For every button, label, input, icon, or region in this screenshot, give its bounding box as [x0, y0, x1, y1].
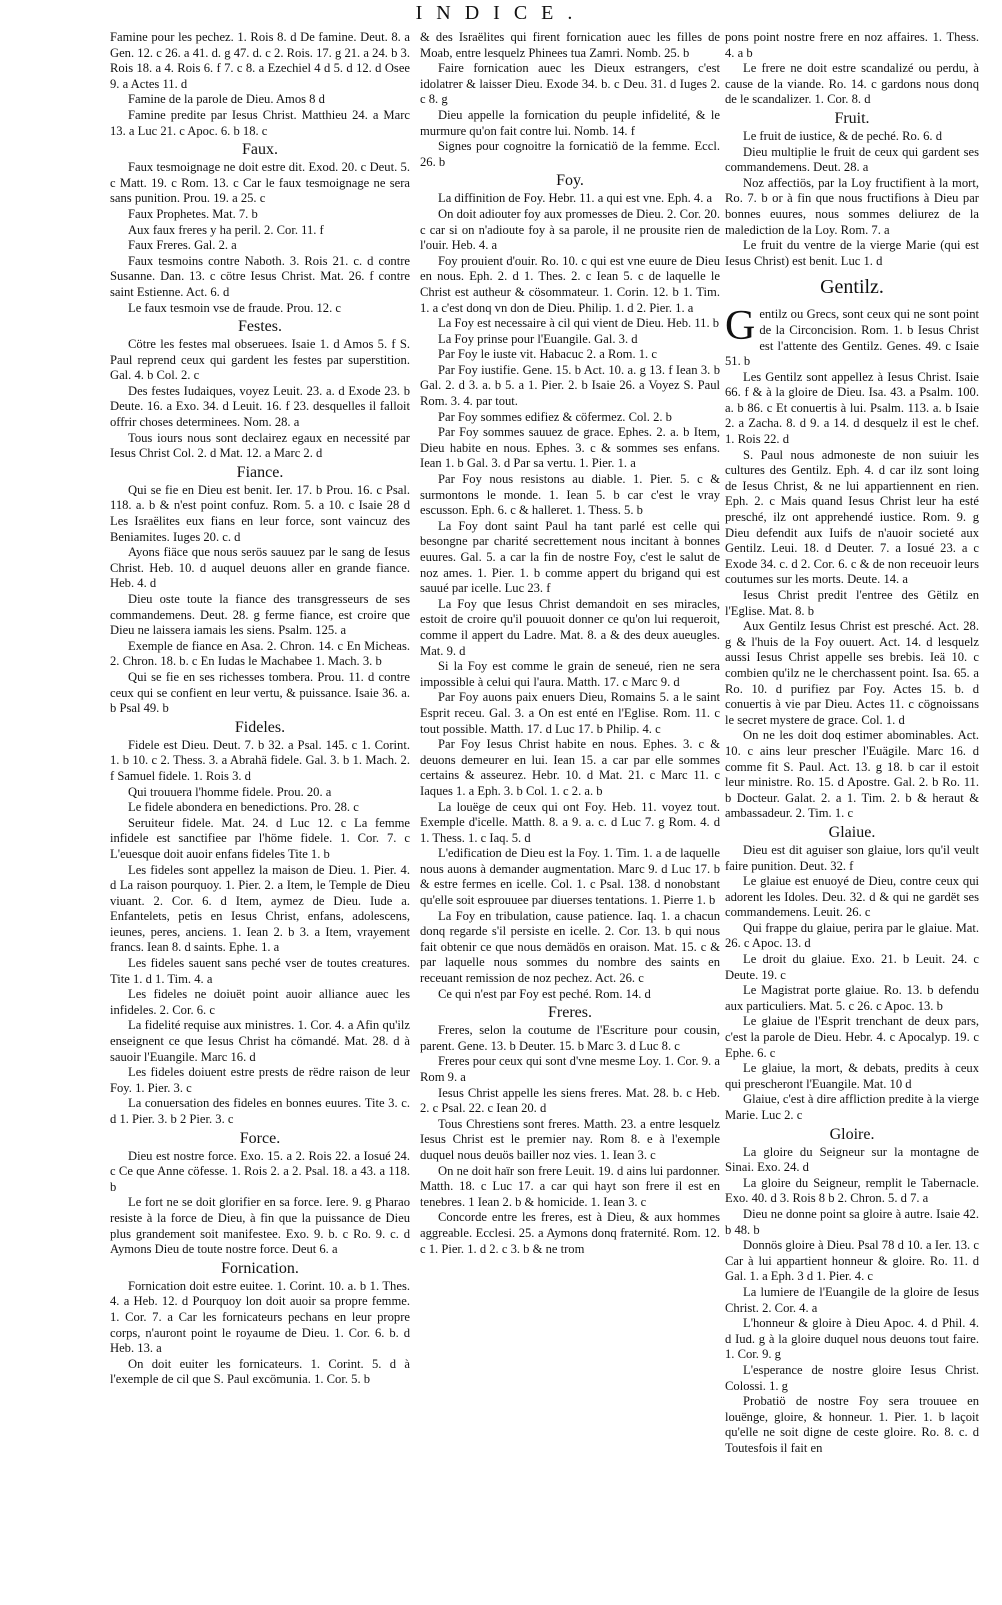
index-entry: Dieu est dit aguiser son glaiue, lors qu'il veult faire punition. Deut. 32. f — [725, 842, 979, 873]
index-entry: Famine pour les pechez. 1. Rois 8. d De famine. Deut. 8. a Gen. 12. c 26. a 41. d. g 47. d. c 2. Rois. 17. g 21. a 24. b 3. Rois 18. a 4. Rois 6. f 7. c 8. a Ezechiel 4 d 5. d 12. d Osee 9. a Actes 11. d — [110, 30, 410, 91]
index-entry: Ce qui n'est par Foy est peché. Rom. 14. d — [438, 986, 651, 1001]
index-entry: S. Paul nous admoneste de non suiuir les cultures des Gentilz. Eph. 4. d car ilz sont loing de Iesus Christ, & ne lui appartiennent en rien. Eph. 2. c Mais quand Iesus Christ leur ha esté presché, ilz ont apprehendé iustice. Rom. 9. g Dieu defendit aux Iuifs de n'auoir societé aux Gentilz. Leui. 18. d Deuter. 7. a Iosué 23. a c Exode 34. c. d 2. Cor. 6. c & de non receuoir leurs coutumes sur les morts. Deute. 14. a — [725, 447, 979, 587]
index-entry: Freres pour ceux qui sont d'vne mesme Loy. 1. Cor. 9. a Rom 9. a — [420, 1054, 720, 1084]
index-entry: Famine predite par Iesus Christ. Matthieu 24. a Marc 13. a Luc 21. c Apoc. 6. b 18. c — [110, 107, 410, 138]
index-heading: Force. — [239, 1129, 281, 1147]
index-entry: Le glaiue est enuoyé de Dieu, contre ceux qui adorent les Idoles. Deu. 32. d & qui ne gardët ses commandemens. Leuit. 26. c — [725, 874, 979, 920]
index-entry: La Foy est necessaire à cil qui vient de Dieu. Heb. 11. b — [438, 316, 720, 331]
index-entry: Si la Foy est comme le grain de seneué, rien ne sera impossible à celui qui l'aura. Matth. 17. c Marc 9. d — [420, 659, 720, 689]
index-entry: Fidele est Dieu. Deut. 7. b 32. a Psal. 145. c 1. Corint. 1. b 10. c 2. Thess. 3. a Abrahä fidele. Gal. 3. b 1. Mach. 2. f Samuel fidele. 1. Rois 3. d — [110, 737, 410, 783]
index-entry: La diffinition de Foy. Hebr. 11. a qui est vne. Eph. 4. a — [438, 191, 713, 206]
drop-cap-letter: G — [725, 303, 756, 350]
index-entry: pons point nostre frere en noz affaires. 1. Thess. 4. a b — [725, 30, 979, 60]
index-entry: On ne doit haïr son frere Leuit. 19. d ains lui pardonner. Matth. 18. c Luc 17. a car qui hayt son frere il est en tenebres. 1 Iean 2. b & homicide. 1. Iean 3. c — [420, 1163, 720, 1209]
index-entry: Donnös gloire à Dieu. Psal 78 d 10. a Ier. 13. c Car à lui appartient honneur & gloire. Ro. 11. d Gal. 1. a Eph. 3 d 1. Pier. 4. c — [725, 1238, 979, 1284]
index-entry: La Foy dont saint Paul ha tant parlé est celle qui besongne par charité secrettement nous incitant à bonnes euures. Gal. 5. a car la fin de nostre Foy, c'est le salut de noz ames. 1. Pier. 1. b comme appert du brigand qui est sauué par icelle. Luc 23. f — [420, 518, 720, 596]
index-entry: Les fideles ne doiuët point auoir alliance auec les infideles. 2. Cor. 6. c — [110, 987, 410, 1017]
index-entry: Par Foy auons paix enuers Dieu, Romains 5. a le saint Esprit receu. Gal. 3. a On est enté en l'Eglise. Rom. 11. c tout possible. Matth. 17. d Luc 17. b Philip. 4. c — [420, 690, 720, 736]
index-entry: Par Foy iustifie. Gene. 15. b Act. 10. a. g 13. f Iean 3. b Gal. 2. d 3. a. b 5. a 1. Pier. 2. b Isaie 26. a Voyez S. Paul Rom. 3. 4. par tout. — [420, 362, 720, 409]
index-entry: Par Foy le iuste vit. Habacuc 2. a Rom. 1. c — [438, 347, 657, 362]
index-entry: Par Foy nous resistons au diable. 1. Pier. 5. c & surmontons le monde. 1. Iean 5. b car c'est le vray escusson. Eph. 6. c & halleret. 1. Thess. 5. b — [420, 472, 720, 518]
index-heading: Foy. — [556, 172, 584, 190]
index-entry: Le frere ne doit estre scandalizé ou perdu, à cause de la viande. Ro. 14. c gardons nous donq de le scandalizer. 1. Cor. 8. d — [725, 61, 979, 107]
index-entry: La gloire du Seigneur, remplit le Tabernacle. Exo. 40. d 3. Rois 8 b 2. Chron. 5. d 7. a — [725, 1175, 979, 1206]
index-entry: Le faux tesmoin vse de fraude. Prou. 12. c — [128, 300, 341, 315]
index-entry: Des festes Iudaiques, voyez Leuit. 23. a. d Exode 23. b Deute. 16. a Exo. 34. d Leuit. 16. f 23. desquelles il falloit offrir choses determinees. Nom. 28. a — [110, 383, 410, 430]
index-entry: La Foy en tribulation, cause patience. Iaq. 1. a chacun donq regarde s'il persiste en icelle. 2. Cor. 13. b qui nous fait obtenir ce que nous demädös en oraison. Mat. 15. c & par laquelle nous sommes du nombre des saints en receuant remission de noz pechez. Act. 26. c — [420, 908, 720, 986]
index-heading: Fiance. — [236, 463, 284, 481]
index-entry: On doit adiouter foy aux promesses de Dieu. 2. Cor. 20. c car si on n'adioute foy à sa parole, il ne prousite rien de l'ouir. Heb. 4. a — [420, 206, 720, 253]
index-entry: L'esperance de nostre gloire Iesus Christ. Colossi. 1. g — [725, 1362, 979, 1393]
index-entry: On doit euiter les fornicateurs. 1. Corint. 5. d à l'exemple de cil que S. Paul excömunia. 1. Cor. 5. b — [110, 1356, 410, 1387]
index-entry: Faux Freres. Gal. 2. a — [128, 238, 237, 253]
index-entry: La conuersation des fideles en bonnes euures. Tite 3. c. d 1. Pier. 3. b 2 Pier. 3. c — [110, 1096, 410, 1126]
index-entry: Iesus Christ predit l'entree des Gëtilz en l'Eglise. Mat. 8. b — [725, 588, 979, 618]
index-entry: Fornication doit estre euitee. 1. Corint. 10. a. b 1. Thes. 4. a Heb. 12. d Pourquoy lon doit auoir sa propre femme. 1. Cor. 7. a Car les fornicateurs pechans en leur propre corps, n'auront point le royaume de Dieu. 1. Cor. 6. b. d Heb. 13. a — [110, 1278, 410, 1356]
index-heading: Fruit. — [834, 109, 870, 127]
index-heading: Fideles. — [234, 718, 286, 736]
index-entry-dropcap — [725, 303, 979, 369]
index-entry: Dieu ne donne point sa gloire à autre. Isaie 42. b 48. b — [725, 1206, 979, 1237]
index-entry: Famine de la parole de Dieu. Amos 8 d — [128, 92, 325, 107]
index-entry: Le fruit du ventre de la vierge Marie (qui est Iesus Christ) est benit. Luc 1. d — [725, 238, 979, 268]
index-entry: Seruiteur fidele. Mat. 24. d Luc 12. c La femme infidele est sanctifiee par l'höme fidele. 1. Cor. 7. c L'euesque doit auoir enfans fideles Tite 1. b — [110, 815, 410, 861]
index-entry: La Foy que Iesus Christ demandoit en ses miracles, estoit de croire qu'il pouuoit donner ce qu'on lui requeroit, comme il appert du Ladre. Mat. 8. a & des deux aueugles. Mat. 9. d — [420, 596, 720, 658]
index-entry: Cötre les festes mal obseruees. Isaie 1. d Amos 5. f S. Paul reprend ceux qui gardent les festes par superstition. Gal. 4. b Col. 2. c — [110, 337, 410, 383]
index-heading: Fornication. — [221, 1259, 299, 1277]
index-entry: Tous Chrestiens sont freres. Matth. 23. a entre lesquelz Iesus Christ est le premier nay. Rom 8. e à l'exemple duquel nous deuös bailler noz vies. 1. Iean 3. c — [420, 1116, 720, 1162]
index-entry: Par Foy Iesus Christ habite en nous. Ephes. 3. c & deuons demeurer en lui. Iean 15. a car par elle sommes certains & asseurez. Hebr. 10. d Mat. 21. c Marc 11. c Iaques 1. a Eph. 3. b Col. 1. c 2. a. b — [420, 737, 720, 798]
index-entry: On ne les doit doq estimer abominables. Act. 10. c ains leur prescher l'Euägile. Marc 16. d comme fit S. Paul. Act. 13. g 18. b car il estoit leur ministre. Ro. 15. d Apostre. Gal. 2. b Ro. 11. b Docteur. Galat. 2. a 1. Tim. 2. b & heraut & ambassadeur. 2. Tim. 1. c — [725, 728, 979, 821]
index-entry: L'honneur & gloire à Dieu Apoc. 4. d Phil. 4. d Iud. g à la gloire duquel nous deuons tout faire. 1. Cor. 9. g — [725, 1316, 979, 1362]
index-entry: Dieu multiplie le fruit de ceux qui gardent ses commandemens. Deut. 28. a — [725, 144, 979, 175]
index-entry: Exemple de fiance en Asa. 2. Chron. 14. c En Micheas. 2. Chron. 18. b. c En Iudas le Machabee 1. Mach. 3. b — [110, 638, 410, 669]
index-entry: Dieu est nostre force. Exo. 15. a 2. Rois 22. a Iosué 24. c Ce que Anne cöfesse. 1. Rois 2. a 2. Psal. 18. a 43. a 118. b — [110, 1148, 410, 1194]
index-entry: Qui se fie en ses richesses tombera. Prou. 11. d contre ceux qui se confient en leur vertu, & puissance. Isaie 36. a. b Psal 49. b — [110, 669, 410, 716]
index-heading: Festes. — [238, 318, 282, 336]
index-entry: Le fort ne se doit glorifier en sa force. Iere. 9. g Pharao resiste à la force de Dieu, à fin que la puissance de Dieu plus grandement soit manifestee. Exo. 9. b. c Ro. 9. c. d Aymons Dieu de toute nostre force. Deut 6. a — [110, 1195, 410, 1257]
index-entry: Le fruit de iustice, & de peché. Ro. 6. d — [743, 128, 942, 143]
index-entry: Glaiue, c'est à dire affliction predite à la vierge Marie. Luc 2. c — [725, 1092, 979, 1122]
index-entry: Dieu oste toute la fiance des transgresseurs de ses commandemens. Deut. 28. g ferme fiance, est croire que Dieu ne laissera iamais les siens. Psalm. 125. a — [110, 592, 410, 638]
index-entry: Par Foy sommes edifiez & cöfermez. Col. 2. b — [438, 409, 672, 424]
index-entry: Foy prouient d'ouir. Ro. 10. c qui est vne euure de Dieu en nous. Eph. 2. d 1. Thes. 2. c Iean 5. c de laquelle le Christ est autheur & cösommateur. 1. Corin. 12. b 1. Tim. 1. a c'est donq vn don de Dieu. Philip. 1. d 2. Pier. 1. a — [420, 253, 720, 315]
index-entry: Le glaiue de l'Esprit trenchant de deux pars, c'est la parole de Dieu. Hebr. 4. c Apocalyp. 19. c Ephe. 6. c — [725, 1014, 979, 1060]
index-entry: Aux Gentilz Iesus Christ est presché. Act. 28. g & l'huis de la Foy ouuert. Act. 14. d lesquelz aussi Iesus Christ appelle ses brebis. Ieä 10. c combien qu'ilz ne le cherchassent point. Isa. 65. a Ro. 10. d purifiez par Foy. Actes 15. b. d conuertis à vie par Dieu. Actes 11. c cögnoissans le secret mystere de grace. Col. 1. d — [725, 619, 979, 727]
index-entry: Signes pour cognoitre la fornicatiö de la femme. Eccl. 26. b — [420, 139, 720, 169]
index-entry: & des Israëlites qui firent fornication auec les filles de Moab, entre lesquelz Phinees tua Zamri. Nomb. 25. b — [420, 30, 720, 60]
index-entry: La gloire du Seigneur sur la montagne de Sinai. Exo. 24. d — [725, 1144, 979, 1175]
index-entry: Qui trouuera l'homme fidele. Prou. 20. a — [128, 784, 332, 799]
index-entry: Noz affectiös, par la Loy fructifient à la mort, Ro. 7. b or à fin que nous fructifions à Dieu par bonnes euures, nous sommes deliurez de la malediction de la Loy. Rom. 7. a — [725, 175, 979, 237]
index-entry: Faire fornication auec les Dieux estrangers, c'est idolatrer & laisser Dieu. Exode 34. b. c Deu. 31. d Iuges 2. c 8. g — [420, 61, 720, 107]
index-heading: Glaiue. — [828, 823, 876, 841]
index-entry: Freres, selon la coutume de l'Escriture pour cousin, parent. Gene. 13. b Deuter. 15. b Marc 3. d Luc 8. c — [420, 1023, 720, 1053]
index-column-3 — [725, 30, 979, 1595]
index-entry: Ayons fiäce que nous serös sauuez par le sang de Iesus Christ. Heb. 10. d auquel deuons aller en grande fiance. Heb. 4. d — [110, 545, 410, 591]
index-entry: Les fideles sauent sans peché vser de toutes creatures. Tite 1. d 1. Tim. 4. a — [110, 956, 410, 986]
index-column-2 — [420, 30, 720, 1595]
index-section-heading: Gentilz. — [820, 276, 884, 299]
index-entry: Qui frappe du glaiue, perira par le glaiue. Mat. 26. c Apoc. 13. d — [725, 920, 979, 951]
index-heading: Faux. — [242, 141, 278, 159]
index-heading: Freres. — [548, 1004, 592, 1022]
index-entry: Concorde entre les freres, est à Dieu, & aux hommes aggreable. Ecclesi. 25. a Aymons donq fraternité. Rom. 12. c 1. Pier. 1. d 2. c 3. b & ne trom — [420, 1210, 720, 1256]
index-entry: Iesus Christ appelle les siens freres. Mat. 28. b. c Heb. 2. c Psal. 22. c Iean 20. d — [420, 1085, 720, 1116]
index-entry: Faux tesmoins contre Naboth. 3. Rois 21. c. d contre Susanne. Dan. 13. c cötre Iesus Christ. Mat. 26. f contre saint Estienne. Act. 6. d — [110, 253, 410, 299]
index-entry: Le fidele abondera en benedictions. Pro. 28. c — [128, 800, 359, 815]
index-entry: La lumiere de l'Euangile de la gloire de Iesus Christ. 2. Cor. 4. a — [725, 1284, 979, 1315]
index-entry: Faux Prophetes. Mat. 7. b — [128, 206, 258, 221]
index-entry: La fidelité requise aux ministres. 1. Cor. 4. a Afin qu'ilz enseignent ce que Iesus Christ ha cömandé. Mat. 28. d à sauoir l'Euangile. Marc 16. d — [110, 1018, 410, 1064]
index-heading: Gloire. — [829, 1125, 875, 1143]
index-entry: Qui se fie en Dieu est benit. Ier. 17. b Prou. 16. c Psal. 118. a. b & n'est point confuz. Rom. 5. a 10. c Isaie 28 d Les Israëlites eux fians en leur force, sont vaincuz des Beniamites. Iuges 20. c. d — [110, 482, 410, 544]
index-entry: Le Magistrat porte glaiue. Ro. 13. b defendu aux particuliers. Mat. 5. c 26. c Apoc. 13. b — [725, 983, 979, 1013]
index-column-1 — [110, 30, 410, 1595]
running-head: INDICE. — [415, 2, 587, 24]
index-entry: Aux faux freres y ha peril. 2. Cor. 11. f — [128, 222, 324, 237]
index-entry: La louëge de ceux qui ont Foy. Heb. 11. voyez tout. Exemple d'icelle. Matth. 8. a 9. a. c. d Luc 7. g Rom. 4. d 1. Thess. 1. c Iaq. 5. d — [420, 799, 720, 845]
index-entry: Par Foy sommes sauuez de grace. Ephes. 2. a. b Item, Dieu habite en nous. Ephes. 3. c & sommes ses enfans. Iean 1. b Gal. 3. d Par sa vertu. 1. Pier. 1. a — [420, 425, 720, 471]
index-entry: L'edification de Dieu est la Foy. 1. Tim. 1. a de laquelle nous auons à demander augmentation. Marc 9. d Luc 17. b & estre fermes en icelle. Col. 1. c Psal. 138. d nonobstant qu'elle soit esprouuee par diuerses tentations. 1. Pierre 1. b — [420, 846, 720, 908]
index-entry: Le glaiue, la mort, & debats, predits à ceux qui prescheront l'Euangile. Mat. 10 d — [725, 1061, 979, 1091]
index-entry: Les Gentilz sont appellez à Iesus Christ. Isaie 66. f & à la gloire de Dieu. Isa. 43. a Psalm. 100. a. b 86. c Et conuertis à lui. Psalm. 113. a. b Isaie 2. a Zacha. 8. d 9. a 14. d desquelz il est le chef. 1. Rois 22. d — [725, 369, 979, 447]
index-entry: La Foy prinse pour l'Euangile. Gal. 3. d — [438, 331, 638, 346]
index-entry: Tous iours nous sont declairez egaux en necessité par Iesus Christ Col. 2. d Mat. 12. a Marc 2. d — [110, 430, 410, 461]
index-entry: Probatiö de nostre Foy sera trouuee en louënge, gloire, & honneur. 1. Pier. 1. b laçoit qu'elle ne soit digne de ceste gloire. Ro. 8. c. d Toutesfois il fait en — [725, 1394, 979, 1455]
index-entry: Les fideles doiuent estre prests de rëdre raison de leur Foy. 1. Pier. 3. c — [110, 1065, 410, 1095]
index-entry: Le droit du glaiue. Exo. 21. b Leuit. 24. c Deute. 19. c — [725, 952, 979, 982]
index-entry: Dieu appelle la fornication du peuple infidelité, & le murmure qu'on fait contre lui. Nomb. 14. f — [420, 107, 720, 138]
index-entry: Faux tesmoignage ne doit estre dit. Exod. 20. c Deut. 5. c Matt. 19. c Rom. 13. c Car le faux tesmoignage ne sera sans punition. Prou. 19. a 25. c — [110, 160, 410, 206]
index-entry-text: entilz ou Grecs, sont ceux qui ne sont point de la Circoncision. Rom. 1. b Iesus Christ est l'attente des Gentilz. Genes. 49. c Isaie 51. b — [725, 307, 979, 369]
index-entry: Les fideles sont appellez la maison de Dieu. 1. Pier. 4. d La raison pourquoy. 1. Pier. 2. a Item, le Temple de Dieu viuant. 2. Cor. 6. d Item, aymez de Dieu. Iude a. Enfantelets, petis en Iesus Christ, enfans, adolescens, ieunes, peres, anciens. 1. Iean 2. b 3. a Item, vrayement francs. Iean 8. d saints. Ephe. 1. a — [110, 862, 410, 955]
